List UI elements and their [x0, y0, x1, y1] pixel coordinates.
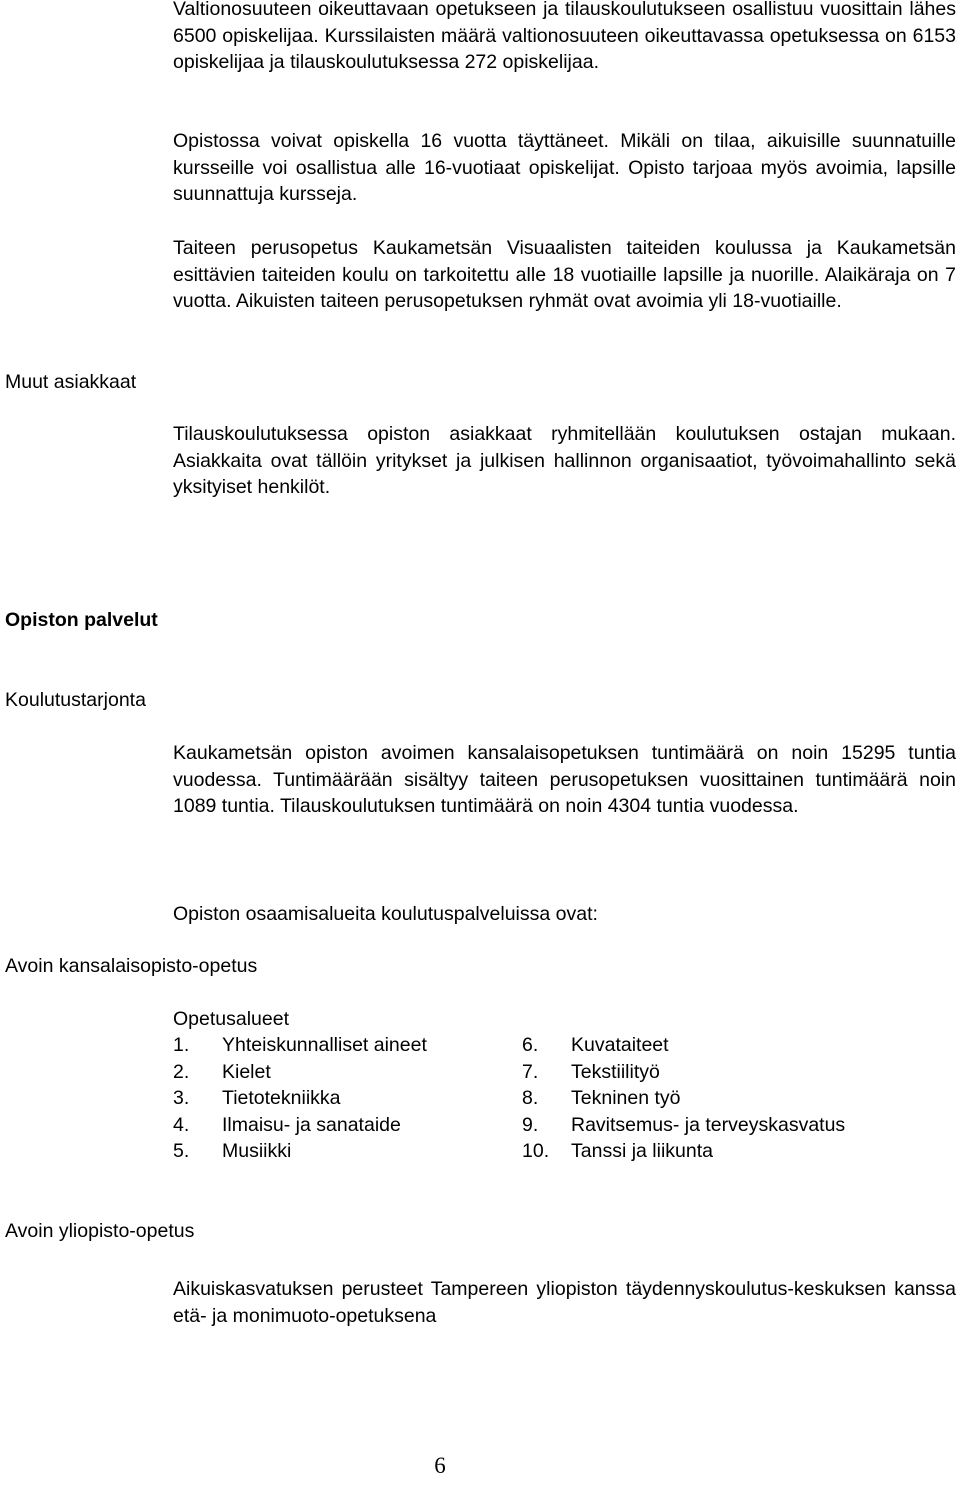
- list-item-text: Tekninen työ: [571, 1087, 681, 1109]
- list-item: [522, 1138, 845, 1165]
- list-item: [522, 1059, 845, 1086]
- opetusalueet-title: Opetusalueet: [173, 1008, 290, 1030]
- paragraph-competence-areas: Opiston osaamisalueita koulutuspalveluissa ovat:: [173, 903, 598, 925]
- label-muut-asiakkaat: Muut asiakkaat: [5, 371, 137, 393]
- list-item-number: 8.: [522, 1087, 539, 1109]
- list-item-text: Tanssi ja liikunta: [571, 1140, 713, 1162]
- list-item-text: Tietotekniikka: [222, 1087, 341, 1109]
- label-koulutustarjonta: Koulutustarjonta: [5, 689, 146, 711]
- list-item-number: 2.: [173, 1060, 190, 1083]
- opetusalueet-list-left: [173, 1032, 427, 1165]
- list-item-number: 5.: [173, 1140, 190, 1162]
- paragraph-university-studies: Aikuiskasvatuksen perusteet Tampereen yliopiston täydennyskoulutus-keskuksen kanssa etä- ja monimuoto-opetuksena: [173, 1278, 956, 1327]
- paragraph-age-limits: Opistossa voivat opiskella 16 vuotta täyttäneet. Mikäli on tilaa, aikuisille suunnatuille kursseille voi osallistua alle 16-vuotiaat opiskelijat. Opisto tarjoaa myös avoimia, lapsille suunnattuja kursseja.: [173, 130, 956, 205]
- heading-opiston-palvelut: Opiston palvelut: [5, 609, 158, 631]
- list-item-number: 1.: [173, 1034, 190, 1056]
- paragraph-commissioned-training: Tilauskoulutuksessa opiston asiakkaat ryhmitellään koulutuksen ostajan mukaan. Asiakkaita ovat tällöin yritykset ja julkisen hallinnon organisaatiot, työvoimahallinto sekä yksityiset henkilöt.: [173, 423, 956, 498]
- list-item: [173, 1112, 427, 1139]
- list-item-number: 6.: [522, 1034, 539, 1056]
- list-item-text: Kuvataiteet: [571, 1034, 669, 1056]
- opetusalueet-list-right: [522, 1032, 845, 1165]
- list-item: [173, 1059, 427, 1086]
- paragraph-art-education: Taiteen perusopetus Kaukametsän Visuaalisten taiteiden koulussa ja Kaukametsän esittävien taiteiden koulu on tarkoitettu alle 18 vuotiaille lapsille ja nuorille. Alaikäraja on 7 vuotta. Aikuisten taiteen perusopetuksen ryhmät ovat avoimia yli 18-vuotiaille.: [173, 237, 956, 312]
- list-item: [173, 1138, 427, 1165]
- paragraph-teaching-hours: Kaukametsän opiston avoimen kansalaisopetuksen tuntimäärä on noin 15295 tuntia vuodessa. Tuntimäärään sisältyy taiteen perusopetuksen vuosittainen tuntimäärä noin 1089 tuntia. Tilauskoulutuksen tuntimäärä on noin 4304 tuntia vuodessa.: [173, 742, 956, 817]
- list-item: [522, 1112, 845, 1139]
- list-item-number: 9.: [522, 1113, 539, 1136]
- list-item: [173, 1085, 427, 1112]
- list-item: [173, 1032, 427, 1059]
- list-item-text: Ilmaisu- ja sanataide: [222, 1113, 401, 1136]
- page-number: 6: [434, 1453, 446, 1478]
- list-item-number: 10.: [522, 1140, 550, 1162]
- list-item-text: Kielet: [222, 1060, 271, 1083]
- list-item-text: Yhteiskunnalliset aineet: [222, 1034, 427, 1056]
- list-item-text: Tekstiilityö: [571, 1060, 660, 1083]
- list-item-text: Ravitsemus- ja terveyskasvatus: [571, 1113, 846, 1136]
- label-avoin-yliopisto: Avoin yliopisto-opetus: [5, 1220, 195, 1242]
- list-item-number: 3.: [173, 1087, 190, 1109]
- list-item-number: 7.: [522, 1060, 539, 1083]
- list-item: [522, 1032, 845, 1059]
- paragraph-participants: Valtionosuuteen oikeuttavaan opetukseen ja tilauskoulutukseen osallistuu vuosittain lähes 6500 opiskelijaa. Kurssilaisten määrä valtionosuuteen oikeuttavassa opetuksessa on 6153 opiskelijaa ja tilauskoulutuksessa 272 opiskelijaa.: [173, 0, 956, 73]
- label-avoin-kansalaisopisto: Avoin kansalaisopisto-opetus: [5, 955, 258, 977]
- list-item-number: 4.: [173, 1113, 190, 1136]
- list-item-text: Musiikki: [222, 1140, 292, 1162]
- list-item: [522, 1085, 845, 1112]
